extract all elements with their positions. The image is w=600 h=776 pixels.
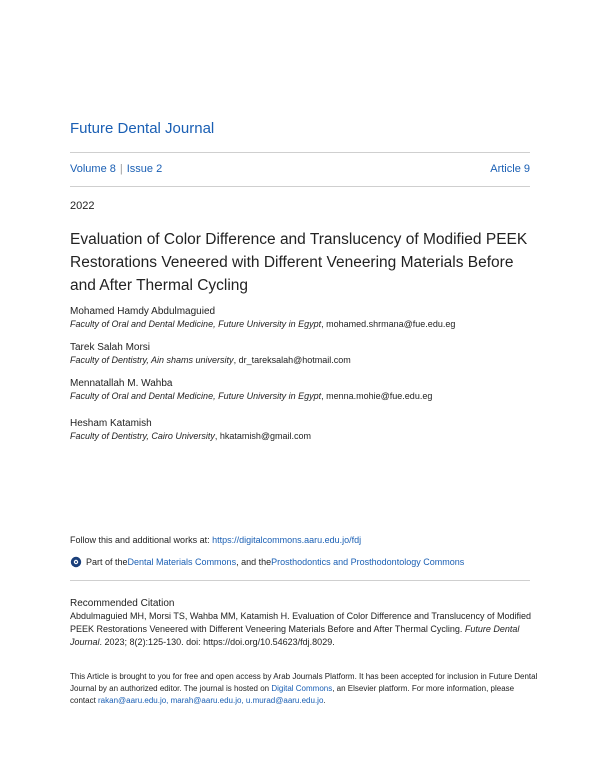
- citation-text: [70, 610, 540, 649]
- notice-text: , an Elsevier platform. For more information, please contact: [70, 684, 515, 705]
- author-2: [70, 342, 351, 365]
- divider-citation: [70, 580, 530, 581]
- email-text: hkatamish@gmail.com: [219, 431, 312, 441]
- follow-line: [70, 535, 361, 545]
- contact-emails-link[interactable]: rakan@aaru.edu.jo, marah@aaru.edu.jo, u.murad@aaru.edu.jo: [98, 696, 324, 705]
- affiliation-text: Faculty of Dentistry, Ain shams university: [70, 355, 234, 365]
- author-email: , menna.mohie@fue.edu.eg: [321, 391, 433, 401]
- digital-commons-link[interactable]: Digital Commons: [271, 684, 333, 693]
- affiliation-text: Faculty of Dentistry, Cairo University: [70, 431, 215, 441]
- author-3: [70, 378, 432, 401]
- meta-separator: |: [119, 163, 123, 175]
- prosthodontics-link[interactable]: Prosthodontics and Prosthodontology Commons: [271, 557, 465, 567]
- citation-part: Abdulmaguied MH, Morsi TS, Wahba MM, Katamish H. Evaluation of Color Difference and Translucency of Modified PEEK Restorations Veneered with Different Veneering Materials Before and After Thermal Cycling.: [70, 611, 532, 634]
- citation-journal: Future Dental Journal: [70, 624, 520, 647]
- author-email: , dr_tareksalah@hotmail.com: [233, 355, 351, 365]
- journal-name[interactable]: Future Dental Journal: [70, 120, 215, 137]
- author-4: [70, 418, 311, 441]
- author-name: Tarek Salah Morsi: [70, 342, 151, 353]
- affiliation-text: Faculty of Oral and Dental Medicine, Future University in Egypt: [70, 319, 322, 329]
- author-email: , hkatamish@gmail.com: [214, 431, 312, 441]
- author-affiliation: [70, 431, 311, 441]
- email-text: mohamed.shrmana@fue.edu.eg: [326, 319, 456, 329]
- email-text: menna.mohie@fue.edu.eg: [326, 391, 433, 401]
- author-affiliation: [70, 391, 432, 401]
- email-text: dr_tareksalah@hotmail.com: [238, 355, 351, 365]
- divider-meta: [70, 186, 530, 187]
- issue-meta: [70, 163, 530, 175]
- part-of-middle: , and the: [236, 557, 272, 567]
- citation-part: . 2023; 8(2):125-130. doi: https://doi.org/10.54623/fdj.8029.: [99, 637, 335, 647]
- dental-materials-link[interactable]: Dental Materials Commons: [127, 557, 237, 567]
- affiliation-text: Faculty of Oral and Dental Medicine, Future University in Egypt: [70, 391, 322, 401]
- article-link[interactable]: Article 9: [490, 163, 530, 175]
- publication-year: 2022: [70, 200, 95, 212]
- notice-text: This Article is brought to you for free and open access by Arab Journals Platform. It has been accepted for inclusion in Future Dental Journal by an authorized editor. The journal is hosted on: [70, 672, 538, 693]
- author-email: , mohamed.shrmana@fue.edu.eg: [321, 319, 456, 329]
- divider-top: [70, 152, 530, 153]
- author-name: Mohamed Hamdy Abdulmaguied: [70, 306, 216, 317]
- author-name: Hesham Katamish: [70, 418, 152, 429]
- author-affiliation: [70, 319, 455, 329]
- access-notice: [70, 671, 540, 707]
- author-name: Mennatallah M. Wahba: [70, 378, 173, 389]
- follow-prefix: Follow this and additional works at:: [70, 535, 213, 545]
- article-title: Evaluation of Color Difference and Translucency of Modified PEEK Restorations Veneered with Different Veneering Materials Before and After Thermal Cycling: [70, 231, 528, 294]
- part-of-prefix: Part of the: [86, 557, 128, 567]
- part-of-line: [70, 556, 464, 568]
- author-1: [70, 306, 455, 329]
- citation-heading: Recommended Citation: [70, 598, 175, 609]
- notice-text: .: [323, 696, 326, 705]
- author-affiliation: [70, 355, 351, 365]
- issue-link[interactable]: Issue 2: [126, 163, 163, 175]
- commons-network-icon: [70, 556, 82, 568]
- volume-link[interactable]: Volume 8: [70, 163, 116, 175]
- collection-link[interactable]: https://digitalcommons.aaru.edu.jo/fdj: [212, 535, 362, 545]
